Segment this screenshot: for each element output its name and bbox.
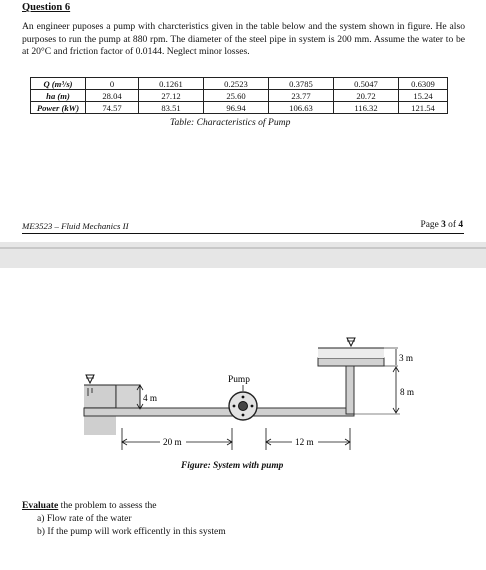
left-water-level-icon — [86, 375, 94, 383]
system-figure — [0, 330, 486, 460]
table-cell: 27.12 — [139, 90, 204, 102]
table-row — [31, 78, 448, 90]
table-cell: 74.57 — [86, 102, 139, 114]
page-number: Page 3 of 4 — [420, 220, 463, 230]
table-cell: 28.04 — [86, 90, 139, 102]
table-cell: 0 — [86, 78, 139, 90]
dim-left-depth: 4 m — [143, 393, 158, 403]
row-label-head: ha (m) — [31, 90, 86, 102]
pump-label: Pump — [228, 375, 250, 385]
dim-right-height: 8 m — [400, 387, 415, 397]
row-label-power: Power (kW) — [31, 102, 86, 114]
problem-statement: An engineer puposes a pump with charcteristics given in the table below and the system shown in figure. He also purposes to run the pump at 880 rpm. The diameter of the steel pipe in system is 200 mm. Assume the water to be at 20°C and friction factor of 0.0144. Neglect minor losses. — [22, 21, 465, 58]
pump-characteristics-table — [30, 77, 448, 114]
table-row — [31, 102, 448, 114]
table-row — [31, 90, 448, 102]
table-cell: 20.72 — [334, 90, 399, 102]
table-cell: 116.32 — [334, 102, 399, 114]
table-cell: 0.3785 — [269, 78, 334, 90]
table-cell: 83.51 — [139, 102, 204, 114]
right-water-level-icon — [347, 338, 355, 346]
table-cell: 23.77 — [269, 90, 334, 102]
page-gap — [0, 242, 486, 268]
table-cell: 106.63 — [269, 102, 334, 114]
question-title: Question 6 — [22, 2, 71, 13]
dim-pipe-right: 12 m — [295, 437, 314, 447]
figure-caption: Figure: System with pump — [181, 461, 284, 471]
dim-right-depth: 3 m — [399, 353, 414, 363]
task-b: b) If the pump will work efficently in this system — [37, 526, 226, 537]
pipe — [84, 408, 354, 416]
course-footer: ME3523 – Fluid Mechanics II — [22, 221, 129, 231]
row-label-flow: Q (m³/s) — [31, 78, 86, 90]
table-cell: 0.1261 — [139, 78, 204, 90]
table-cell: 96.94 — [204, 102, 269, 114]
table-cell: 121.54 — [399, 102, 448, 114]
table-cell: 0.5047 — [334, 78, 399, 90]
page-separator — [0, 247, 486, 249]
table-caption: Table: Characteristics of Pump — [170, 117, 291, 128]
task-a: a) Flow rate of the water — [37, 513, 132, 524]
right-reservoir — [318, 358, 384, 366]
table-cell: 15.24 — [399, 90, 448, 102]
left-tank — [116, 385, 140, 408]
table-cell: 25.60 — [204, 90, 269, 102]
evaluate-intro: Evaluate the problem to assess the — [22, 500, 157, 511]
right-reservoir-water — [318, 348, 384, 358]
table-cell: 0.2523 — [204, 78, 269, 90]
riser-pipe — [346, 365, 354, 414]
table-cell: 0.6309 — [399, 78, 448, 90]
footer-rule — [22, 233, 464, 234]
dim-pipe-left: 20 m — [163, 437, 182, 447]
